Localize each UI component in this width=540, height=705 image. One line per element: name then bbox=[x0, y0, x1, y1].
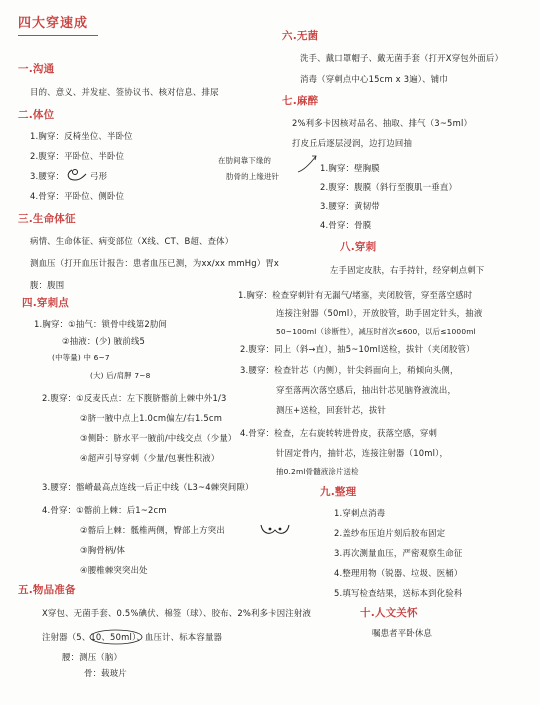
section-position-heading: 二.体位 bbox=[18, 109, 55, 121]
puncture-abdomen: 2.腹穿：同上（斜→直），抽5~10ml送检，拔针（夹闭胶管） bbox=[240, 344, 475, 354]
site-abdomen-3: ③侧卧：脐水平一腋前/中线交点（少量） bbox=[80, 433, 237, 443]
syringe-sizes-circle bbox=[88, 628, 144, 646]
position-lumbar-shape: 弓形 bbox=[90, 171, 108, 181]
puncture-intro: 左手固定皮肤，右手持针，经穿刺点刺下 bbox=[330, 265, 485, 275]
puncture-chest-1: 1.胸穿：检查穿刺针有无漏气/堵塞，夹闭胶管，穿至落空感时 bbox=[238, 290, 473, 300]
puncture-bone-2: 针固定骨内，抽针芯，连接注射器（10ml）， bbox=[276, 448, 449, 458]
anesthesia-note-1: 在肋间靠下缘的 bbox=[218, 156, 272, 165]
aseptic-line-2: 消毒（穿刺点中心15cm x 3遍）、铺巾 bbox=[300, 74, 448, 84]
care-text: 嘱患者平卧休息 bbox=[372, 628, 433, 638]
anesthesia-line-1: 2%利多卡因核对品名、抽取、排气（3~5ml） bbox=[292, 118, 473, 128]
section-supplies-heading: 五.物品准备 bbox=[18, 584, 76, 596]
anesthesia-note-2: 肋骨的上缘进针 bbox=[226, 172, 280, 181]
communication-text: 目的、意义、并发症、签协议书、核对信息、排尿 bbox=[30, 87, 219, 97]
puncture-bone-3: 抽0.2ml骨髓液涂片送检 bbox=[276, 467, 359, 476]
anesthesia-chest: 1.胸穿：壁胸膜 bbox=[320, 163, 380, 173]
position-abdomen: 2.腹穿：平卧位、半卧位 bbox=[30, 151, 125, 161]
section-vitals-heading: 三.生命体征 bbox=[18, 213, 76, 225]
curled-body-sketch bbox=[66, 167, 90, 183]
section-anesthesia-heading: 七.麻醉 bbox=[282, 95, 319, 107]
note-arrow bbox=[296, 152, 320, 176]
site-bone-2: ②髂后上棘：骶椎两侧，臀部上方突出 bbox=[80, 525, 225, 535]
pelvis-sketch bbox=[258, 521, 292, 537]
aseptic-line-1: 洗手、戴口罩帽子、戴无菌手套（打开X穿包外面后） bbox=[300, 53, 504, 63]
puncture-lumbar-2: 穿至落两次落空感后，抽出针芯见脑脊液流出， bbox=[276, 385, 457, 395]
puncture-chest-3: 50~100ml（诊断性），减压时首次≤600，以后≤1000ml bbox=[276, 327, 476, 336]
site-abdomen-1: 2.腹穿：①反麦氏点：左下腹脐髂前上棘中外1/3 bbox=[42, 393, 227, 403]
site-chest-3: (中等量) 中 6~7 bbox=[52, 353, 110, 362]
site-chest-2: ②抽液：(少) 腋前线5 bbox=[62, 336, 146, 346]
supplies-line-3: 腰：测压（脑） bbox=[62, 652, 123, 662]
anesthesia-line-2: 打皮丘后逐层浸润，边打边回抽 bbox=[292, 138, 413, 148]
puncture-lumbar-1: 3.腰穿：检查针芯（内侧），针尖斜面向上，稍倾向头侧， bbox=[240, 365, 459, 375]
vitals-line-2: 测血压（打开血压计报告：患者血压已测，为xx/xx mmHg）胃x bbox=[30, 258, 280, 268]
cleanup-1: 1.穿刺点消毒 bbox=[334, 508, 386, 518]
section-care-heading: 十.人文关怀 bbox=[360, 607, 418, 619]
page-title: 四大穿速成 bbox=[18, 16, 89, 31]
section-cleanup-heading: 九.整理 bbox=[320, 486, 357, 498]
section-communication-heading: 一.沟通 bbox=[18, 63, 55, 75]
site-abdomen-2: ②脐一腋中点上1.0cm偏左/右1.5cm bbox=[80, 413, 223, 423]
cleanup-5: 5.填写检查结果，送标本到化验科 bbox=[334, 588, 463, 598]
anesthesia-abdomen: 2.腹穿：腹膜（斜行至腹肌一垂直） bbox=[320, 182, 458, 192]
supplies-line-2: 注射器（5、10、50ml）、血压计、标本容量器 bbox=[42, 632, 223, 642]
cleanup-3: 3.再次测量血压，严密观察生命征 bbox=[334, 548, 463, 558]
section-aseptic-heading: 六.无菌 bbox=[282, 30, 319, 42]
supplies-line-1: X穿包、无菌手套、0.5%碘伏、棉签（球）、胶布、2%利多卡因注射液 bbox=[42, 608, 312, 618]
anesthesia-bone: 4.骨穿：骨膜 bbox=[320, 220, 372, 230]
section-puncture-heading: 八.穿刺 bbox=[340, 241, 377, 253]
cleanup-2: 2.盖纱布压迫片刻后胶布固定 bbox=[334, 528, 446, 538]
position-bone: 4.骨穿：平卧位、侧卧位 bbox=[30, 191, 125, 201]
anesthesia-lumbar: 3.腰穿：黄韧带 bbox=[320, 201, 380, 211]
site-chest-4: (大) 后/肩胛 7~8 bbox=[90, 371, 151, 380]
vitals-line-1: 病情、生命体征、病变部位（X线、CT、B超、查体） bbox=[30, 236, 234, 246]
supplies-line-4: 骨：载玻片 bbox=[84, 668, 127, 678]
puncture-lumbar-3: 测压+送检，回套针芯，拔针 bbox=[276, 405, 387, 415]
site-chest-1: 1.胸穿：①抽气：锁骨中线第2肋间 bbox=[34, 319, 168, 329]
site-bone-1: 4.骨穿：①髂前上棘：后1~2cm bbox=[42, 505, 167, 515]
puncture-chest-2: 连接注射器（50ml），开放胶管，助手固定针头，抽液 bbox=[276, 308, 483, 318]
site-bone-3: ③胸骨柄/体 bbox=[80, 545, 126, 555]
position-chest: 1.胸穿：反椅坐位、半卧位 bbox=[30, 131, 133, 141]
cleanup-4: 4.整理用物（锐器、垃圾、医桶） bbox=[334, 568, 463, 578]
section-puncture-site-heading: 四.穿刺点 bbox=[22, 297, 69, 309]
site-abdomen-4: ④超声引导穿刺（少量/包裹性积液） bbox=[80, 453, 220, 463]
site-bone-4: ④腰椎棘突突出处 bbox=[80, 565, 148, 575]
vitals-line-3: 腹：腹围 bbox=[30, 280, 65, 290]
puncture-bone-1: 4.骨穿：检查，左右旋转转进骨皮，获落空感，穿刺 bbox=[240, 428, 438, 438]
site-lumbar: 3.腰穿：髂嵴最高点连线一后正中线（L3~4棘突间隙） bbox=[42, 482, 254, 492]
position-lumbar: 3.腰穿： bbox=[30, 171, 65, 181]
title-underline bbox=[18, 35, 98, 36]
